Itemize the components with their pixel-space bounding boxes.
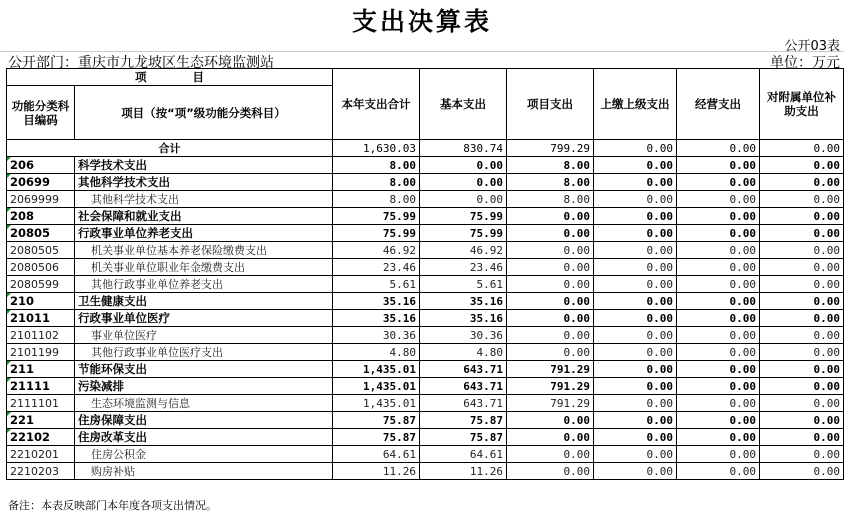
cell-total[interactable]: 5.61 <box>333 276 420 293</box>
total-project[interactable]: 799.29 <box>507 140 594 157</box>
cell-upper[interactable]: 0.00 <box>594 395 677 412</box>
cell-operation[interactable]: 0.00 <box>677 157 760 174</box>
cell-code[interactable]: 211 <box>7 361 75 378</box>
cell-basic[interactable]: 5.61 <box>420 276 507 293</box>
cell-project[interactable]: 0.00 <box>507 412 594 429</box>
cell-project[interactable]: 8.00 <box>507 157 594 174</box>
cell-operation[interactable]: 0.00 <box>677 429 760 446</box>
cell-operation[interactable]: 0.00 <box>677 276 760 293</box>
cell-total[interactable]: 46.92 <box>333 242 420 259</box>
cell-operation[interactable]: 0.00 <box>677 395 760 412</box>
cell-subsidy[interactable]: 0.00 <box>760 378 844 395</box>
cell-subsidy[interactable]: 0.00 <box>760 208 844 225</box>
cell-upper[interactable]: 0.00 <box>594 293 677 310</box>
cell-name[interactable]: 卫生健康支出 <box>75 293 333 310</box>
total-operation[interactable]: 0.00 <box>677 140 760 157</box>
table-row <box>7 310 844 327</box>
table-row <box>7 429 844 446</box>
cell-name[interactable]: 机关事业单位基本养老保险缴费支出 <box>75 242 333 259</box>
cell-total[interactable]: 1,435.01 <box>333 395 420 412</box>
total-row <box>7 140 844 157</box>
cell-name[interactable]: 机关事业单位职业年金缴费支出 <box>75 259 333 276</box>
cell-subsidy[interactable]: 0.00 <box>760 429 844 446</box>
cell-upper[interactable]: 0.00 <box>594 378 677 395</box>
cell-project[interactable]: 0.00 <box>507 310 594 327</box>
cell-total[interactable]: 11.26 <box>333 463 420 480</box>
total-basic[interactable]: 830.74 <box>420 140 507 157</box>
cell-upper[interactable]: 0.00 <box>594 208 677 225</box>
cell-project[interactable]: 0.00 <box>507 293 594 310</box>
cell-upper[interactable]: 0.00 <box>594 242 677 259</box>
cell-basic[interactable]: 75.99 <box>420 208 507 225</box>
cell-project[interactable]: 791.29 <box>507 395 594 412</box>
cell-code[interactable]: 2210201 <box>7 446 75 463</box>
cell-total[interactable]: 64.61 <box>333 446 420 463</box>
header-subsidy[interactable]: 对附属单位补助支出 <box>760 69 844 140</box>
total-total[interactable]: 1,630.03 <box>333 140 420 157</box>
cell-code[interactable]: 2101199 <box>7 344 75 361</box>
cell-project[interactable]: 0.00 <box>507 327 594 344</box>
cell-upper[interactable]: 0.00 <box>594 225 677 242</box>
cell-name[interactable]: 生态环境监测与信息 <box>75 395 333 412</box>
table-row <box>7 191 844 208</box>
cell-subsidy[interactable]: 0.00 <box>760 259 844 276</box>
table-row <box>7 361 844 378</box>
cell-name[interactable]: 社会保障和就业支出 <box>75 208 333 225</box>
cell-code[interactable]: 2080599 <box>7 276 75 293</box>
cell-subsidy[interactable]: 0.00 <box>760 310 844 327</box>
cell-operation[interactable]: 0.00 <box>677 310 760 327</box>
department-label: 公开部门：重庆市九龙坡区生态环境监测站 <box>8 55 274 71</box>
header-operation[interactable]: 经营支出 <box>677 69 760 140</box>
cell-operation[interactable]: 0.00 <box>677 259 760 276</box>
cell-code[interactable]: 20805 <box>7 225 75 242</box>
cell-basic[interactable]: 75.99 <box>420 225 507 242</box>
cell-operation[interactable]: 0.00 <box>677 208 760 225</box>
footnote: 备注：本表反映部门本年度各项支出情况。 <box>8 499 217 512</box>
unit-label: 单位：万元 <box>770 55 840 71</box>
header-project[interactable]: 项目支出 <box>507 69 594 140</box>
cell-basic[interactable]: 64.61 <box>420 446 507 463</box>
cell-operation[interactable]: 0.00 <box>677 242 760 259</box>
header-code[interactable]: 功能分类科目编码 <box>7 86 75 140</box>
table-row <box>7 463 844 480</box>
cell-basic[interactable]: 30.36 <box>420 327 507 344</box>
table-row <box>7 293 844 310</box>
cell-operation[interactable]: 0.00 <box>677 191 760 208</box>
cell-code[interactable]: 2069999 <box>7 191 75 208</box>
cell-operation[interactable]: 0.00 <box>677 293 760 310</box>
cell-upper[interactable]: 0.00 <box>594 446 677 463</box>
cell-basic[interactable]: 75.87 <box>420 429 507 446</box>
table-row <box>7 395 844 412</box>
cell-basic[interactable]: 23.46 <box>420 259 507 276</box>
cell-basic[interactable]: 643.71 <box>420 361 507 378</box>
cell-basic[interactable]: 46.92 <box>420 242 507 259</box>
cell-total[interactable]: 75.99 <box>333 225 420 242</box>
cell-total[interactable]: 75.87 <box>333 412 420 429</box>
table-row <box>7 276 844 293</box>
cell-total[interactable]: 30.36 <box>333 327 420 344</box>
form-code: 公开03表 <box>784 39 840 54</box>
cell-subsidy[interactable]: 0.00 <box>760 174 844 191</box>
cell-total[interactable]: 35.16 <box>333 293 420 310</box>
cell-code[interactable]: 20699 <box>7 174 75 191</box>
cell-subsidy[interactable]: 0.00 <box>760 276 844 293</box>
cell-code[interactable]: 208 <box>7 208 75 225</box>
cell-code[interactable]: 206 <box>7 157 75 174</box>
cell-project[interactable]: 0.00 <box>507 446 594 463</box>
cell-upper[interactable]: 0.00 <box>594 191 677 208</box>
cell-upper[interactable]: 0.00 <box>594 276 677 293</box>
cell-basic[interactable]: 35.16 <box>420 310 507 327</box>
cell-upper[interactable]: 0.00 <box>594 361 677 378</box>
cell-basic[interactable]: 75.87 <box>420 412 507 429</box>
cell-operation[interactable]: 0.00 <box>677 174 760 191</box>
cell-operation[interactable]: 0.00 <box>677 361 760 378</box>
table-row <box>7 208 844 225</box>
cell-project[interactable]: 0.00 <box>507 242 594 259</box>
table-row <box>7 327 844 344</box>
cell-operation[interactable]: 0.00 <box>677 412 760 429</box>
cell-upper[interactable]: 0.00 <box>594 174 677 191</box>
cell-upper[interactable]: 0.00 <box>594 259 677 276</box>
cell-operation[interactable]: 0.00 <box>677 378 760 395</box>
cell-code[interactable]: 221 <box>7 412 75 429</box>
cell-total[interactable]: 35.16 <box>333 310 420 327</box>
cell-code[interactable]: 2111101 <box>7 395 75 412</box>
cell-code[interactable]: 210 <box>7 293 75 310</box>
cell-basic[interactable]: 0.00 <box>420 157 507 174</box>
page-title: 支出决算表 <box>351 7 492 36</box>
cell-operation[interactable]: 0.00 <box>677 225 760 242</box>
table-row <box>7 446 844 463</box>
total-subsidy[interactable]: 0.00 <box>760 140 844 157</box>
cell-basic[interactable]: 643.71 <box>420 378 507 395</box>
cell-code[interactable]: 2101102 <box>7 327 75 344</box>
header-item-group[interactable]: 项 目 <box>7 69 333 86</box>
cell-total[interactable]: 8.00 <box>333 157 420 174</box>
cell-name[interactable]: 行政事业单位医疗 <box>75 310 333 327</box>
cell-operation[interactable]: 0.00 <box>677 344 760 361</box>
cell-name[interactable]: 其他科学技术支出 <box>75 191 333 208</box>
table-row <box>7 412 844 429</box>
cell-subsidy[interactable]: 0.00 <box>760 191 844 208</box>
cell-project[interactable]: 8.00 <box>507 191 594 208</box>
cell-total[interactable]: 75.99 <box>333 208 420 225</box>
cell-upper[interactable]: 0.00 <box>594 412 677 429</box>
cell-name[interactable]: 污染减排 <box>75 378 333 395</box>
cell-code[interactable]: 22102 <box>7 429 75 446</box>
total-label[interactable]: 合计 <box>7 140 333 157</box>
table-body <box>7 140 844 480</box>
table-row <box>7 242 844 259</box>
cell-subsidy[interactable]: 0.00 <box>760 157 844 174</box>
table-row <box>7 157 844 174</box>
header-basic[interactable]: 基本支出 <box>420 69 507 140</box>
table-row <box>7 378 844 395</box>
header-upper[interactable]: 上缴上级支出 <box>594 69 677 140</box>
cell-project[interactable]: 0.00 <box>507 463 594 480</box>
cell-project[interactable]: 791.29 <box>507 378 594 395</box>
cell-subsidy[interactable]: 0.00 <box>760 412 844 429</box>
cell-upper[interactable]: 0.00 <box>594 327 677 344</box>
cell-code[interactable]: 2210203 <box>7 463 75 480</box>
table-row <box>7 259 844 276</box>
table-row <box>7 344 844 361</box>
cell-basic[interactable]: 0.00 <box>420 191 507 208</box>
cell-code[interactable]: 21011 <box>7 310 75 327</box>
cell-subsidy[interactable]: 0.00 <box>760 463 844 480</box>
cell-name[interactable]: 住房公积金 <box>75 446 333 463</box>
cell-total[interactable]: 1,435.01 <box>333 378 420 395</box>
cell-project[interactable]: 791.29 <box>507 361 594 378</box>
cell-project[interactable]: 8.00 <box>507 174 594 191</box>
cell-operation[interactable]: 0.00 <box>677 446 760 463</box>
cell-total[interactable]: 8.00 <box>333 191 420 208</box>
cell-project[interactable]: 0.00 <box>507 259 594 276</box>
header-total[interactable]: 本年支出合计 <box>333 69 420 140</box>
cell-project[interactable]: 0.00 <box>507 208 594 225</box>
cell-subsidy[interactable]: 0.00 <box>760 293 844 310</box>
cell-subsidy[interactable]: 0.00 <box>760 225 844 242</box>
cell-total[interactable]: 4.80 <box>333 344 420 361</box>
cell-upper[interactable]: 0.00 <box>594 310 677 327</box>
cell-basic[interactable]: 11.26 <box>420 463 507 480</box>
cell-code[interactable]: 21111 <box>7 378 75 395</box>
cell-upper[interactable]: 0.00 <box>594 429 677 446</box>
cell-subsidy[interactable]: 0.00 <box>760 344 844 361</box>
cell-upper[interactable]: 0.00 <box>594 463 677 480</box>
cell-operation[interactable]: 0.00 <box>677 463 760 480</box>
total-upper[interactable]: 0.00 <box>594 140 677 157</box>
cell-name[interactable]: 其他科学技术支出 <box>75 174 333 191</box>
cell-name[interactable]: 住房保障支出 <box>75 412 333 429</box>
cell-name[interactable]: 购房补贴 <box>75 463 333 480</box>
cell-name[interactable]: 其他行政事业单位医疗支出 <box>75 344 333 361</box>
cell-operation[interactable]: 0.00 <box>677 327 760 344</box>
cell-project[interactable]: 0.00 <box>507 429 594 446</box>
table-row <box>7 174 844 191</box>
header-name[interactable]: 项目（按“项”级功能分类科目） <box>75 86 333 140</box>
cell-project[interactable]: 0.00 <box>507 225 594 242</box>
cell-code[interactable]: 2080506 <box>7 259 75 276</box>
cell-basic[interactable]: 643.71 <box>420 395 507 412</box>
cell-subsidy[interactable]: 0.00 <box>760 446 844 463</box>
cell-name[interactable]: 节能环保支出 <box>75 361 333 378</box>
cell-total[interactable]: 1,435.01 <box>333 361 420 378</box>
cell-subsidy[interactable]: 0.00 <box>760 327 844 344</box>
table-row <box>7 225 844 242</box>
cell-project[interactable]: 0.00 <box>507 276 594 293</box>
cell-total[interactable]: 23.46 <box>333 259 420 276</box>
cell-subsidy[interactable]: 0.00 <box>760 242 844 259</box>
cell-basic[interactable]: 0.00 <box>420 174 507 191</box>
cell-name[interactable]: 事业单位医疗 <box>75 327 333 344</box>
cell-upper[interactable]: 0.00 <box>594 344 677 361</box>
cell-total[interactable]: 75.87 <box>333 429 420 446</box>
cell-total[interactable]: 8.00 <box>333 174 420 191</box>
cell-basic[interactable]: 35.16 <box>420 293 507 310</box>
cell-name[interactable]: 其他行政事业单位养老支出 <box>75 276 333 293</box>
cell-project[interactable]: 0.00 <box>507 344 594 361</box>
cell-code[interactable]: 2080505 <box>7 242 75 259</box>
cell-name[interactable]: 住房改革支出 <box>75 429 333 446</box>
cell-upper[interactable]: 0.00 <box>594 157 677 174</box>
cell-name[interactable]: 行政事业单位养老支出 <box>75 225 333 242</box>
cell-subsidy[interactable]: 0.00 <box>760 361 844 378</box>
cell-subsidy[interactable]: 0.00 <box>760 395 844 412</box>
expenditure-table <box>6 68 844 480</box>
cell-name[interactable]: 科学技术支出 <box>75 157 333 174</box>
cell-basic[interactable]: 4.80 <box>420 344 507 361</box>
